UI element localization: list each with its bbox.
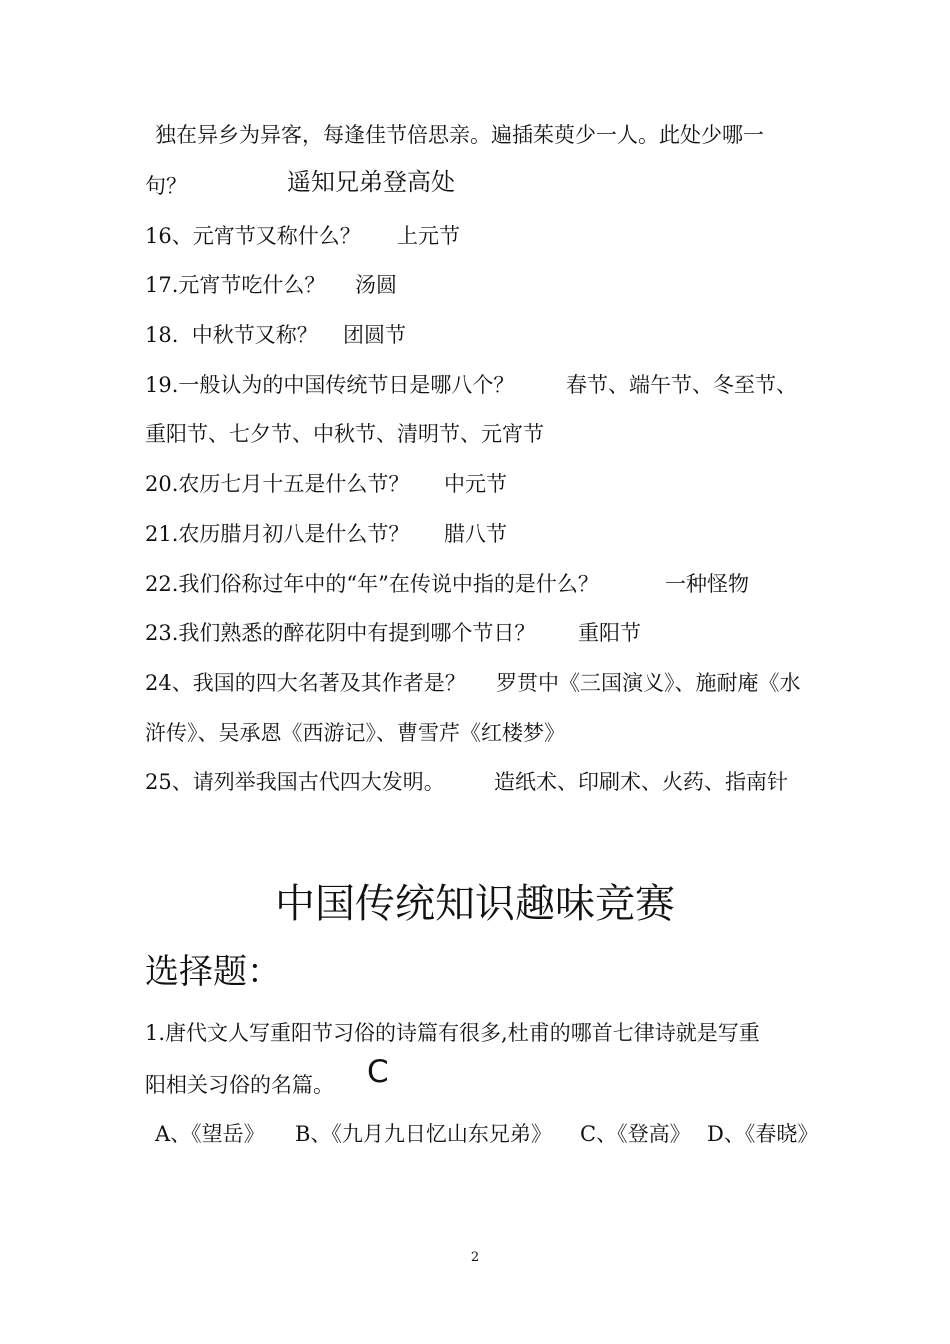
answer-24-cont: 浒传》、吴承恩《西游记》、曹雪芹《红楼梦》 <box>145 721 565 745</box>
answer-20: 中元节 <box>444 472 507 496</box>
question-22: 22.我们俗称过年中的“年”在传说中指的是什么？ <box>145 572 599 596</box>
mc-option-c: C、《登高》 <box>580 1122 691 1146</box>
answer-19: 春节、端午节、冬至节、 <box>566 373 797 397</box>
answer-25: 造纸术、印刷术、火药、指南针 <box>494 770 788 794</box>
q15-answer: 遥知兄弟登高处 <box>287 168 455 196</box>
answer-16: 上元节 <box>397 224 460 248</box>
answer-17: 汤圆 <box>355 273 397 297</box>
answer-22: 一种怪物 <box>665 572 749 596</box>
page-title: 中国传统知识趣味竞赛 <box>275 881 675 927</box>
section-heading: 选择题： <box>145 952 281 992</box>
mc-answer-1: C <box>367 1054 389 1090</box>
mc-option-d: D、《春晓》 <box>707 1122 819 1146</box>
question-23: 23.我们熟悉的醉花阴中有提到哪个节日？ <box>145 621 536 645</box>
question-21: 21.农历腊月初八是什么节？ <box>145 522 410 546</box>
answer-24: 罗贯中《三国演义》、施耐庵《水 <box>496 671 801 695</box>
q15-line2: 句？ <box>145 174 187 198</box>
question-16: 16、元宵节又称什么？ <box>145 224 361 248</box>
answer-23: 重阳节 <box>578 621 641 645</box>
question-20: 20.农历七月十五是什么节？ <box>145 472 410 496</box>
q15-line1: 独在异乡为异客，每逢佳节倍思亲。遍插茱萸少一人。此处少哪一 <box>155 123 764 147</box>
question-18: 18. 中秋节又称？ <box>145 323 318 347</box>
answer-19-cont: 重阳节、七夕节、中秋节、清明节、元宵节 <box>145 422 544 446</box>
question-19: 19.一般认为的中国传统节日是哪八个？ <box>145 373 515 397</box>
question-25: 25、请列举我国古代四大发明。 <box>145 770 445 794</box>
mc-option-a: A、《望岳》 <box>155 1122 265 1146</box>
mc-option-b: B、《九月九日忆山东兄弟》 <box>295 1122 552 1146</box>
question-24: 24、我国的四大名著及其作者是？ <box>145 671 466 695</box>
mc-question-1-line2: 阳相关习俗的名篇。 <box>145 1073 334 1097</box>
answer-21: 腊八节 <box>444 522 507 546</box>
answer-18: 团圆节 <box>343 323 406 347</box>
question-17: 17.元宵节吃什么？ <box>145 273 326 297</box>
mc-question-1-line1: 1.唐代文人写重阳节习俗的诗篇有很多,杜甫的哪首七律诗就是写重 <box>145 1021 760 1045</box>
page-number: 2 <box>470 1250 480 1265</box>
